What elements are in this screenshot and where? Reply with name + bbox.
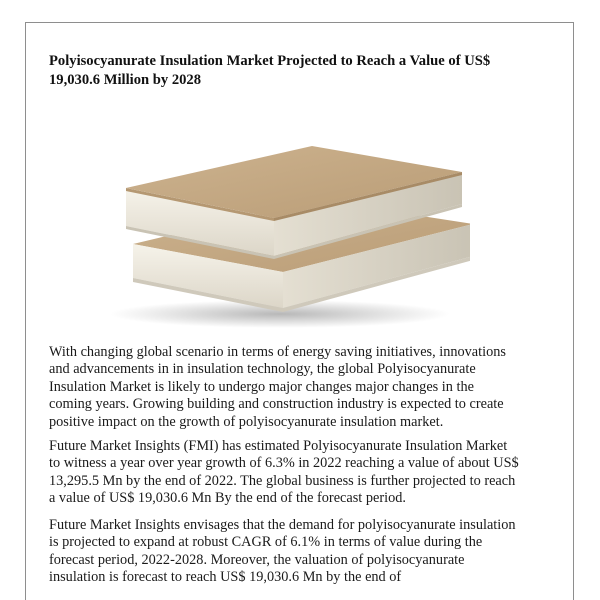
paragraph-cagr-forecast: Future Market Insights envisages that the demand for polyisocyanurate insulation is projected to expand at robust CAGR of 6.1% in terms of value during the forecast period, 2022-2028. Moreover, the valuation of polyisocyanurate insulation is forecast to reach US$ 19,030.6 Mn by the end of [49,517,516,586]
document-title: Polyisocyanurate Insulation Market Projected to Reach a Value of US$ 19,030.6 Million by 2028 [49,53,491,88]
paragraph-fmi-estimate: Future Market Insights (FMI) has estimated Polyisocyanurate Insulation Market to witness a year over year growth of 6.3% in 2022 reaching a value of about US$ 13,295.5 Mn by the end of 2022. The global business is further projected to reach a value of US$ 19,030.6 Mn By the end of the forecast period. [49,438,519,507]
insulation-boards-image [90,132,470,332]
paragraph-intro: With changing global scenario in terms of energy saving initiatives, innovations and advancements in in insulation technology, the global Polyisocyanurate Insulation Market is likely to undergo major changes major changes in the coming years. Growing building and construction industry is expected to create positive impact on the growth of polyisocyanurate insulation market. [49,344,506,430]
